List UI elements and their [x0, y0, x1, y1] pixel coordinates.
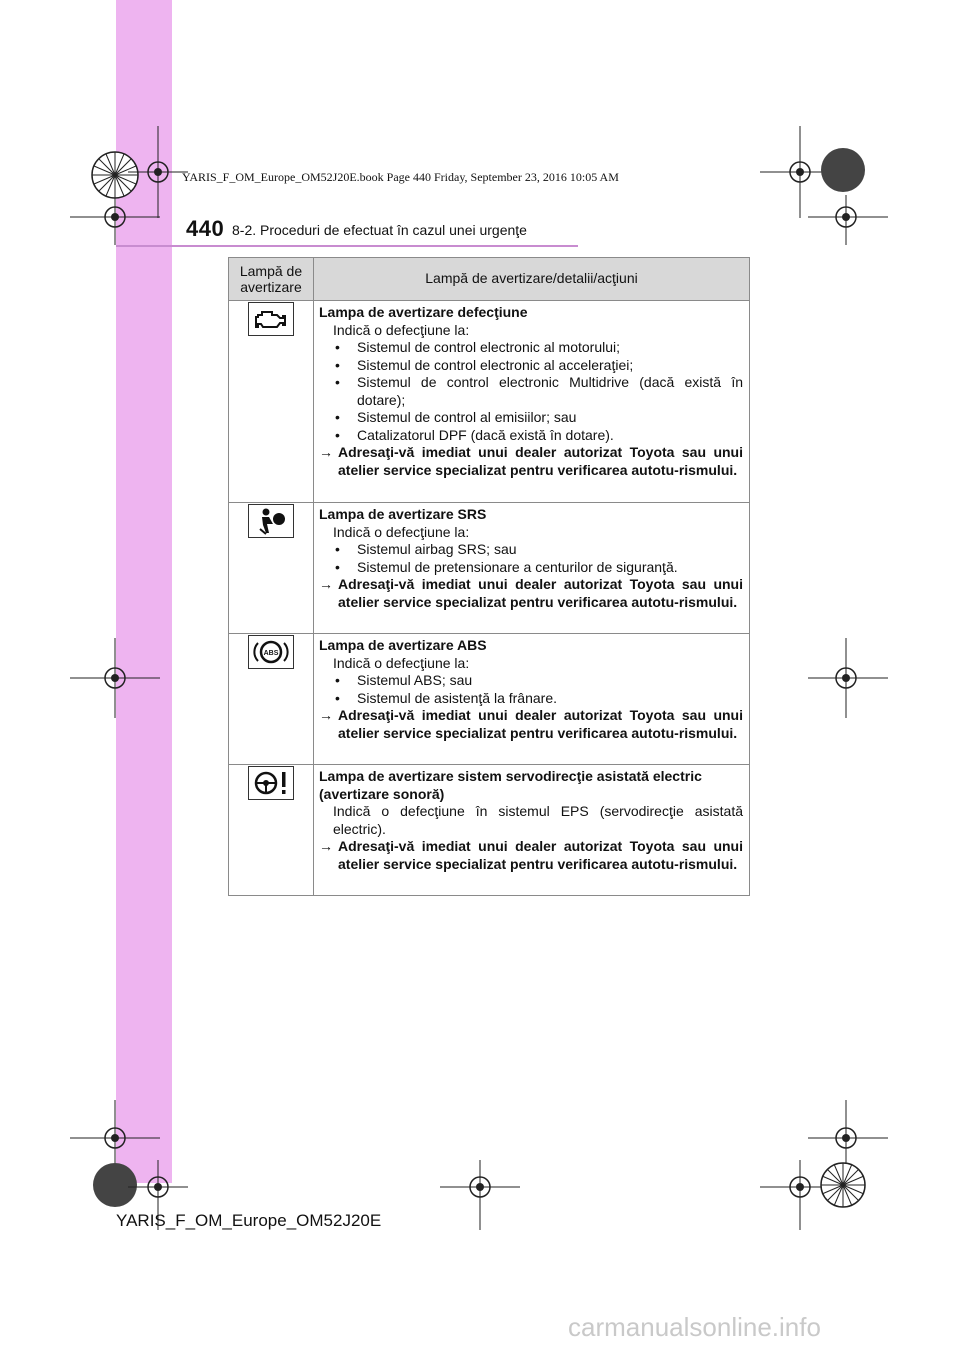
table-header-row — [229, 258, 750, 301]
header-rule — [116, 245, 578, 247]
lamp-action: → Adresaţi-vă imediat unui dealer autorizat Toyota sau unui atelier service specializat pentru verificarea autotu-rismului. — [319, 444, 743, 478]
lamp-title: Lampa de avertizare sistem servodirecţie asistată electric (avertizare sonoră) — [319, 768, 702, 802]
registration-wheel-icon — [818, 1160, 868, 1210]
table-row — [229, 503, 750, 634]
lamp-intro: Indică o defecţiune la: — [333, 523, 470, 540]
crosshair-mark-icon — [808, 195, 888, 245]
lamp-intro: Indică o defecţiune la: — [333, 654, 470, 671]
lamp-intro: Indică o defecţiune în sistemul EPS (servodirecţie asistată electric). — [333, 803, 743, 837]
eps-steering-icon — [248, 766, 294, 800]
list-item: • Sistemul de control al emisiilor; sau — [319, 409, 743, 427]
column-header-details: Lampă de avertizare/detalii/acţiuni — [314, 258, 750, 301]
arrow-right-icon: → — [319, 444, 333, 460]
list-item: • Sistemul de control electronic al motorului; — [319, 339, 743, 357]
table-row — [229, 301, 750, 503]
lamp-action: → Adresaţi-vă imediat unui dealer autorizat Toyota sau unui atelier service specializat pentru verificarea autotu-rismului. — [319, 838, 743, 872]
page-number: 440 — [186, 216, 225, 241]
lamp-action: → Adresaţi-vă imediat unui dealer autorizat Toyota sau unui atelier service specializat pentru verificarea autotu-rismului. — [319, 576, 743, 610]
list-item: • Sistemul de control electronic Multidrive (dacă există în dotare); — [319, 374, 743, 409]
lamp-intro: Indică o defecţiune la: — [333, 321, 470, 338]
registration-dot-icon — [818, 145, 868, 195]
crosshair-mark-icon — [70, 195, 160, 245]
crosshair-mark-icon — [440, 1160, 520, 1230]
section-title: 8-2. Proceduri de efectuat în cazul unei urgenţe — [232, 222, 527, 238]
warning-lamp-table — [228, 257, 750, 896]
list-item: • Catalizatorul DPF (dacă există în dotare). — [319, 427, 743, 445]
lamp-title: Lampa de avertizare ABS — [319, 637, 487, 653]
abs-icon-label: ABS — [263, 650, 279, 657]
document-code: YARIS_F_OM_Europe_OM52J20E — [116, 1211, 382, 1230]
list-item: • Sistemul airbag SRS; sau — [319, 541, 743, 559]
list-item: • Sistemul ABS; sau — [319, 672, 743, 690]
watermark: carmanualsonline.info — [568, 1312, 821, 1342]
arrow-right-icon: → — [319, 576, 333, 592]
arrow-right-icon: → — [319, 707, 333, 723]
srs-airbag-icon — [248, 504, 294, 538]
list-item: • Sistemul de control electronic al acceleraţiei; — [319, 357, 743, 375]
lamp-title: Lampa de avertizare SRS — [319, 506, 487, 522]
table-row — [229, 765, 750, 896]
lamp-title: Lampa de avertizare defecţiune — [319, 304, 528, 320]
abs-icon — [248, 635, 294, 669]
lamp-action: → Adresaţi-vă imediat unui dealer autorizat Toyota sau unui atelier service specializat pentru verificarea autotu-rismului. — [319, 707, 743, 741]
engine-malfunction-icon — [248, 302, 294, 336]
list-item: • Sistemul de pretensionare a centurilor de siguranţă. — [319, 559, 743, 577]
arrow-right-icon: → — [319, 838, 333, 854]
crosshair-mark-icon — [70, 638, 160, 718]
column-header-lamp: Lampă de avertizare — [229, 258, 314, 301]
book-info: YARIS_F_OM_Europe_OM52J20E.book Page 440 Friday, September 23, 2016 10:05 AM — [182, 170, 619, 184]
list-item: • Sistemul de asistenţă la frânare. — [319, 690, 743, 708]
table-row — [229, 634, 750, 765]
crosshair-mark-icon — [808, 638, 888, 718]
